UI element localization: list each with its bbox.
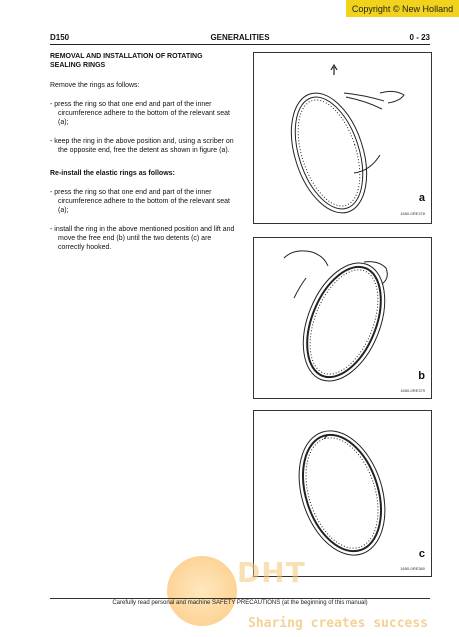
figure-c-letter: c (418, 548, 425, 560)
remove-step: - keep the ring in the above position and, using a scriber on the opposite end, free the detent as shown in figure (a). (50, 138, 234, 154)
text-column (50, 52, 235, 262)
figure-c (253, 410, 432, 577)
section-title: REMOVAL AND INSTALLATION OF ROTATING SEALING RINGS (50, 53, 203, 69)
figure-a-code: 1650-0RE378 (400, 211, 425, 216)
page-number: 0 - 23 (409, 33, 430, 42)
remove-step: - press the ring so that one end and part of the inner circumference adhere to the bottom of the relevant seat (a); (50, 101, 230, 126)
copyright-badge: Copyright © New Holland (346, 0, 459, 17)
reinstall-title: Re-install the elastic rings as follows: (50, 170, 175, 177)
watermark-tagline: Sharing creates success (248, 616, 429, 631)
reinstall-step: - install the ring in the above mentioned position and lift and move the free end (b) until the two detents (c) are correctly hooked. (50, 226, 235, 251)
figure-b-letter: b (418, 370, 425, 382)
section-name: GENERALITIES (210, 33, 270, 42)
footer-note: Carefully read personal and machine SAFETY PRECAUTIONS (at the beginning of this manual) (112, 600, 368, 606)
page-header (50, 32, 430, 45)
figure-b (253, 237, 432, 399)
footer-divider (50, 598, 430, 599)
figure-a (253, 52, 432, 224)
ring-removal-illustration (254, 53, 431, 223)
figure-a-letter: a (418, 192, 425, 204)
figure-b-code: 1650-0RE379 (400, 388, 425, 393)
intro-text: Remove the rings as follows: (50, 82, 140, 89)
model-code: D150 (50, 33, 70, 42)
reinstall-step: - press the ring so that one end and part of the inner circumference adhere to the bottom of the relevant seat (a); (50, 189, 230, 214)
ring-lift-illustration (254, 238, 431, 398)
watermark-logo (167, 556, 237, 626)
ring-hooked-illustration (254, 411, 431, 576)
watermark-logo-text: DHT (237, 556, 306, 589)
figure-c-code: 1650-0RE380 (400, 566, 425, 571)
